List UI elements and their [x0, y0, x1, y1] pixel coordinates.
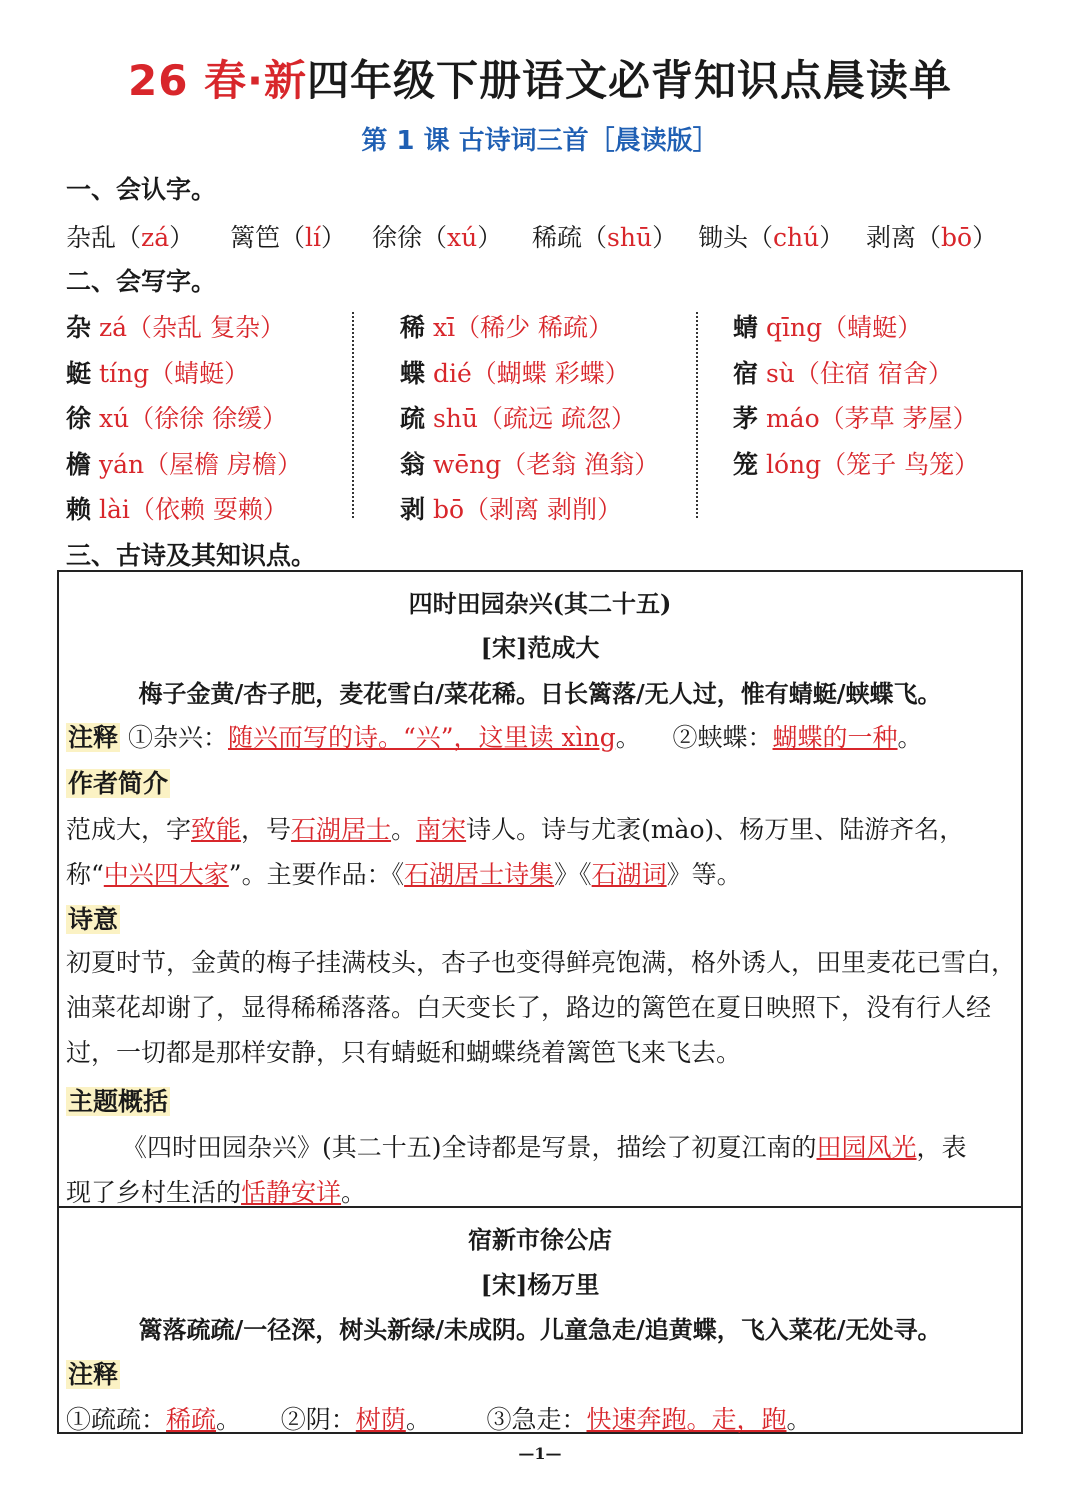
column-divider	[352, 312, 354, 518]
recognize-word: 篱笆（lí）	[230, 223, 347, 252]
poem1-meaning: 初夏时节，金黄的梅子挂满枝头，杏子也变得鲜亮饱满，格外诱人，田里麦花已雪白，油菜花却谢了，显得稀稀落落。白天变长了，路边的篱笆在夏日映照下，没有行人经过，一切都是那样安静，只有蜻蜓和蝴蝶绕着篱笆飞来飞去。	[66, 948, 1017, 1067]
section3-heading: 三、古诗及其知识点。	[66, 541, 317, 570]
lesson-subtitle: 第 1 课 古诗词三首［晨读版］	[361, 126, 719, 156]
poem2-title: 宿新市徐公店	[468, 1225, 612, 1254]
title-main-part: 四年级下册语文必背知识点晨读单	[307, 56, 953, 105]
poem1-author: [宋]范成大	[480, 633, 600, 662]
write-char-entry: 疏 shū（疏远 疏忽）	[400, 404, 636, 433]
write-char-entry: 徐 xú（徐徐 徐缓）	[66, 404, 288, 433]
recognize-word: 杂乱（zá）	[66, 223, 195, 252]
notes-label: 注释	[68, 723, 119, 752]
write-char-entry: 宿 sù（住宿 宿舍）	[733, 359, 953, 388]
poem1-text: 梅子金黄/杏子肥，麦花雪白/菜花稀。日长篱落/无人过，惟有蜻蜓/蛱蝶飞。	[138, 679, 942, 708]
poem2-text: 篱落疏疏/一径深，树头新绿/未成阴。儿童急走/追黄蝶，飞入菜花/无处寻。	[138, 1315, 942, 1344]
recognize-word: 锄头（chú）	[698, 223, 845, 252]
author-label: 作者简介	[68, 769, 169, 798]
write-char-entry: 蝶 dié（蝴蝶 彩蝶）	[400, 359, 630, 388]
write-char-entry: 杂 zá（杂乱 复杂）	[66, 313, 285, 342]
section1-heading: 一、会认字。	[66, 175, 217, 204]
poem2-notes: ①疏疏：稀疏。 ②阴：树荫。 ③急走：快速奔跑。走，跑。	[66, 1405, 812, 1434]
write-char-entry: 茅 máo（茅草 茅屋）	[733, 404, 978, 433]
write-char-entry: 蜻 qīng（蜻蜓）	[733, 313, 923, 342]
theme-label: 主题概括	[68, 1087, 169, 1116]
meaning-label: 诗意	[68, 905, 119, 934]
write-char-entry: 翁 wēng（老翁 渔翁）	[400, 450, 660, 479]
recognize-word: 稀疏（shū）	[532, 223, 678, 252]
write-char-entry: 蜓 tíng（蜻蜓）	[66, 359, 250, 388]
column-divider	[696, 312, 698, 518]
author-bio-line1: 范成大，字致能，号石湖居士。南宋诗人。诗与尤袤(mào)、杨万里、陆游齐名，	[66, 815, 965, 844]
theme-line1: 《四时田园杂兴》(其二十五)全诗都是写景，描绘了初夏江南的田园风光，表	[122, 1133, 967, 1162]
page-number: —1—	[518, 1444, 562, 1463]
poem1-title: 四时田园杂兴(其二十五)	[408, 589, 672, 618]
write-char-entry: 赖 lài（依赖 耍赖）	[66, 495, 288, 524]
write-char-entry: 檐 yán（屋檐 房檐）	[66, 450, 303, 479]
title-red-part: 26 春·新	[127, 56, 307, 105]
page-title	[0, 48, 1080, 108]
theme-line2: 现了乡村生活的恬静安详。	[66, 1178, 367, 1207]
author-bio-line2: 称“中兴四大家”。主要作品：《石湖居士诗集》《石湖词》等。	[66, 860, 742, 889]
poem2-author: [宋]杨万里	[480, 1270, 600, 1299]
write-char-entry: 稀 xī（稀少 稀疏）	[400, 313, 614, 342]
write-char-entry: 剥 bō（剥离 剥削）	[400, 495, 622, 524]
poem2-notes-label: 注释	[68, 1360, 119, 1389]
poem1-notes: 注释 ①杂兴：随兴而写的诗。“兴”，这里读 xìng。 ②蛱蝶：蝴蝶的一种。	[68, 723, 923, 752]
recognize-word: 剥离（bō）	[866, 223, 998, 252]
write-char-entry: 笼 lóng（笼子 鸟笼）	[733, 450, 980, 479]
section2-heading: 二、会写字。	[66, 267, 217, 296]
recognize-word: 徐徐（xú）	[372, 223, 503, 252]
